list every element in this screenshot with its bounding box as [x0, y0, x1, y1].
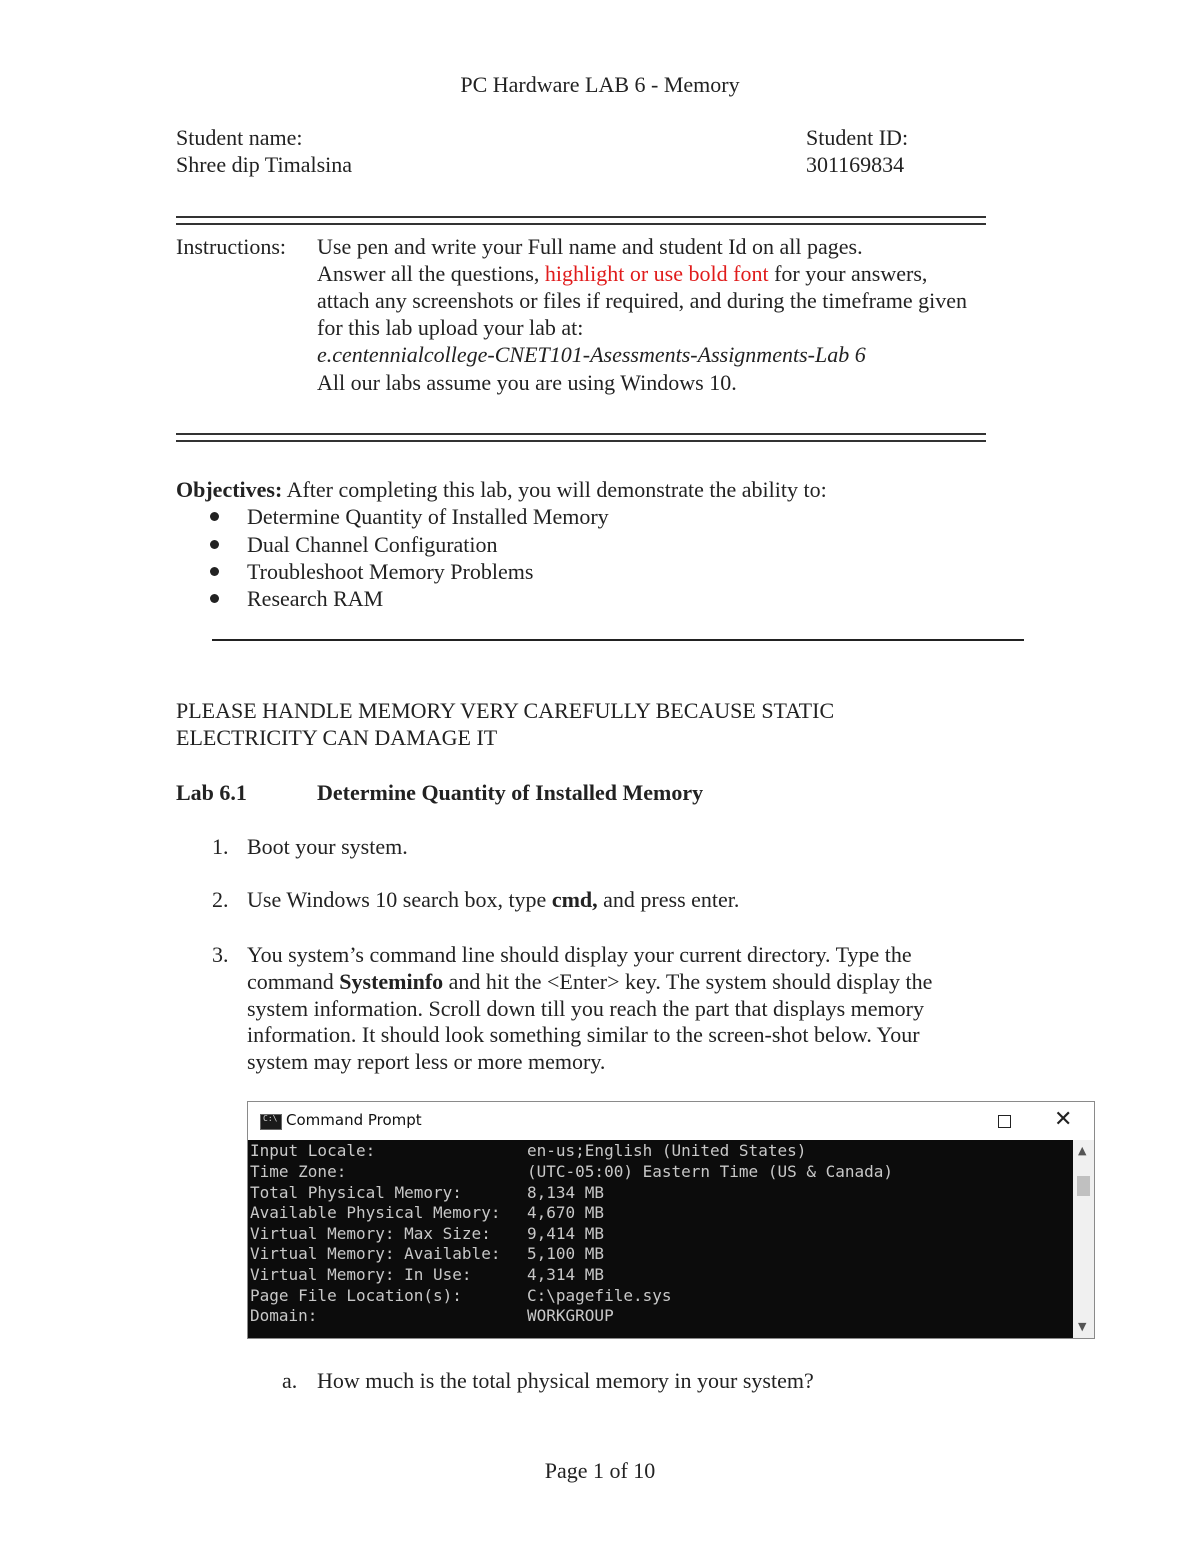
bullet-icon: [210, 512, 219, 521]
step-3-command: Systeminfo: [339, 969, 444, 994]
objectives-label: Objectives:: [176, 477, 283, 502]
command-prompt-title: Command Prompt: [286, 1111, 422, 1129]
instructions-highlight-text: highlight or use bold font: [544, 261, 769, 286]
cmd-key: Page File Location(s):: [250, 1286, 462, 1305]
command-prompt-titlebar: [248, 1102, 1094, 1140]
cmd-key: Available Physical Memory:: [250, 1203, 501, 1222]
cmd-value: 4,670 MB: [527, 1203, 605, 1222]
cmd-output-row: [250, 1306, 614, 1326]
command-prompt-icon-label: C:\: [263, 1114, 278, 1123]
step-number: 3.: [212, 942, 229, 967]
cmd-key: Time Zone:: [250, 1162, 347, 1181]
objective-item: Dual Channel Configuration: [247, 532, 498, 557]
instructions-line-2: [317, 260, 927, 287]
instructions-line-6: All our labs assume you are using Windows 10.: [317, 370, 737, 395]
step-3-line-4: information. It should look something similar to the screen-shot below. Your: [247, 1022, 920, 1047]
page-number: Page 1 of 10: [544, 1458, 656, 1483]
cmd-value: en-us;English (United States): [527, 1141, 807, 1160]
bullet-icon: [210, 567, 219, 576]
cmd-output-row: [250, 1203, 605, 1223]
step-3-line-1: You system’s command line should display your current directory. Type the: [247, 942, 912, 967]
question-letter: a.: [282, 1368, 298, 1393]
command-prompt-icon: [260, 1114, 282, 1130]
divider-top: [176, 216, 986, 225]
scroll-up-icon: ▲: [1078, 1144, 1087, 1157]
cmd-key: Domain:: [250, 1306, 318, 1325]
question-text: How much is the total physical memory in your system?: [317, 1368, 814, 1393]
step-2-pre: Use Windows 10 search box, type: [247, 887, 552, 912]
bullet-icon: [210, 540, 219, 549]
instructions-label: Instructions:: [176, 234, 286, 259]
divider-bottom: [176, 433, 986, 442]
instructions-line-3: attach any screenshots or files if required, and during the timeframe given: [317, 288, 967, 313]
cmd-output-row: [250, 1183, 605, 1203]
cmd-output-row: [250, 1141, 807, 1161]
cmd-value: C:\pagefile.sys: [527, 1286, 672, 1305]
instructions-line-4: for this lab upload your lab at:: [317, 315, 584, 340]
lab-number: Lab 6.1: [176, 780, 247, 805]
cmd-output-row: [250, 1162, 894, 1182]
cmd-key: Virtual Memory: In Use:: [250, 1265, 472, 1284]
warning-line-1: PLEASE HANDLE MEMORY VERY CAREFULLY BECAUSE STATIC: [176, 698, 835, 723]
step-2-bold: cmd,: [551, 887, 598, 912]
command-prompt-output: [248, 1140, 1073, 1338]
step-2-post: and press enter.: [597, 887, 740, 912]
cmd-output-row: [250, 1224, 605, 1244]
command-prompt-screenshot: [247, 1101, 1095, 1339]
objectives-intro: After completing this lab, you will demonstrate the ability to:: [282, 477, 827, 502]
warning-line-2: ELECTRICITY CAN DAMAGE IT: [176, 725, 498, 750]
cmd-key: Virtual Memory: Max Size:: [250, 1224, 491, 1243]
step-3-line-3: system information. Scroll down till you reach the part that displays memory: [247, 996, 924, 1021]
close-icon: ✕: [1054, 1107, 1073, 1132]
student-name-label: Student name:: [176, 125, 303, 150]
cmd-value: 8,134 MB: [527, 1183, 605, 1202]
instructions-line-1: Use pen and write your Full name and student Id on all pages.: [317, 234, 863, 259]
scrollbar-thumb: [1077, 1176, 1090, 1196]
step-number: 1.: [212, 834, 229, 859]
step-number: 2.: [212, 887, 229, 912]
step-3-line-2-pre: command: [247, 969, 340, 994]
step-3-line-2: [247, 968, 932, 995]
cmd-value: (UTC-05:00) Eastern Time (US & Canada): [527, 1162, 894, 1181]
cmd-value: 5,100 MB: [527, 1244, 605, 1263]
cmd-output-row: [250, 1265, 605, 1285]
lab-title: Determine Quantity of Installed Memory: [317, 780, 704, 805]
cmd-key: Virtual Memory: Available:: [250, 1244, 501, 1263]
step-3-line-2-post: and hit the <Enter> key. The system should display the: [443, 969, 933, 994]
cmd-value: 9,414 MB: [527, 1224, 605, 1243]
objective-item: Troubleshoot Memory Problems: [247, 559, 534, 584]
cmd-value: WORKGROUP: [527, 1306, 614, 1325]
instructions-line-2-post: for your answers,: [768, 261, 928, 286]
objective-item: Research RAM: [247, 586, 384, 611]
cmd-output-row: [250, 1244, 605, 1264]
scroll-down-icon: ▼: [1078, 1320, 1087, 1333]
command-prompt-scrollbar: [1073, 1140, 1094, 1338]
student-id-value: 301169834: [806, 152, 905, 177]
step-text: [247, 886, 739, 913]
cmd-key: Total Physical Memory:: [250, 1183, 462, 1202]
instructions-upload-path: e.centennialcollege-CNET101-Asessments-Assignments-Lab 6: [317, 342, 866, 367]
bullet-icon: [210, 594, 219, 603]
instructions-line-2-pre: Answer all the questions,: [317, 261, 545, 286]
objective-item: Determine Quantity of Installed Memory: [247, 504, 609, 529]
maximize-icon: [998, 1115, 1011, 1128]
step-3-line-5: system may report less or more memory.: [247, 1049, 606, 1074]
objectives-heading: [176, 476, 827, 503]
section-rule: [212, 639, 1024, 641]
cmd-key: Input Locale:: [250, 1141, 376, 1160]
page-header-title: PC Hardware LAB 6 - Memory: [460, 72, 740, 97]
student-name-value: Shree dip Timalsina: [176, 152, 353, 177]
student-id-label: Student ID:: [806, 125, 909, 150]
cmd-value: 4,314 MB: [527, 1265, 605, 1284]
step-text: Boot your system.: [247, 834, 408, 859]
cmd-output-row: [250, 1286, 672, 1306]
